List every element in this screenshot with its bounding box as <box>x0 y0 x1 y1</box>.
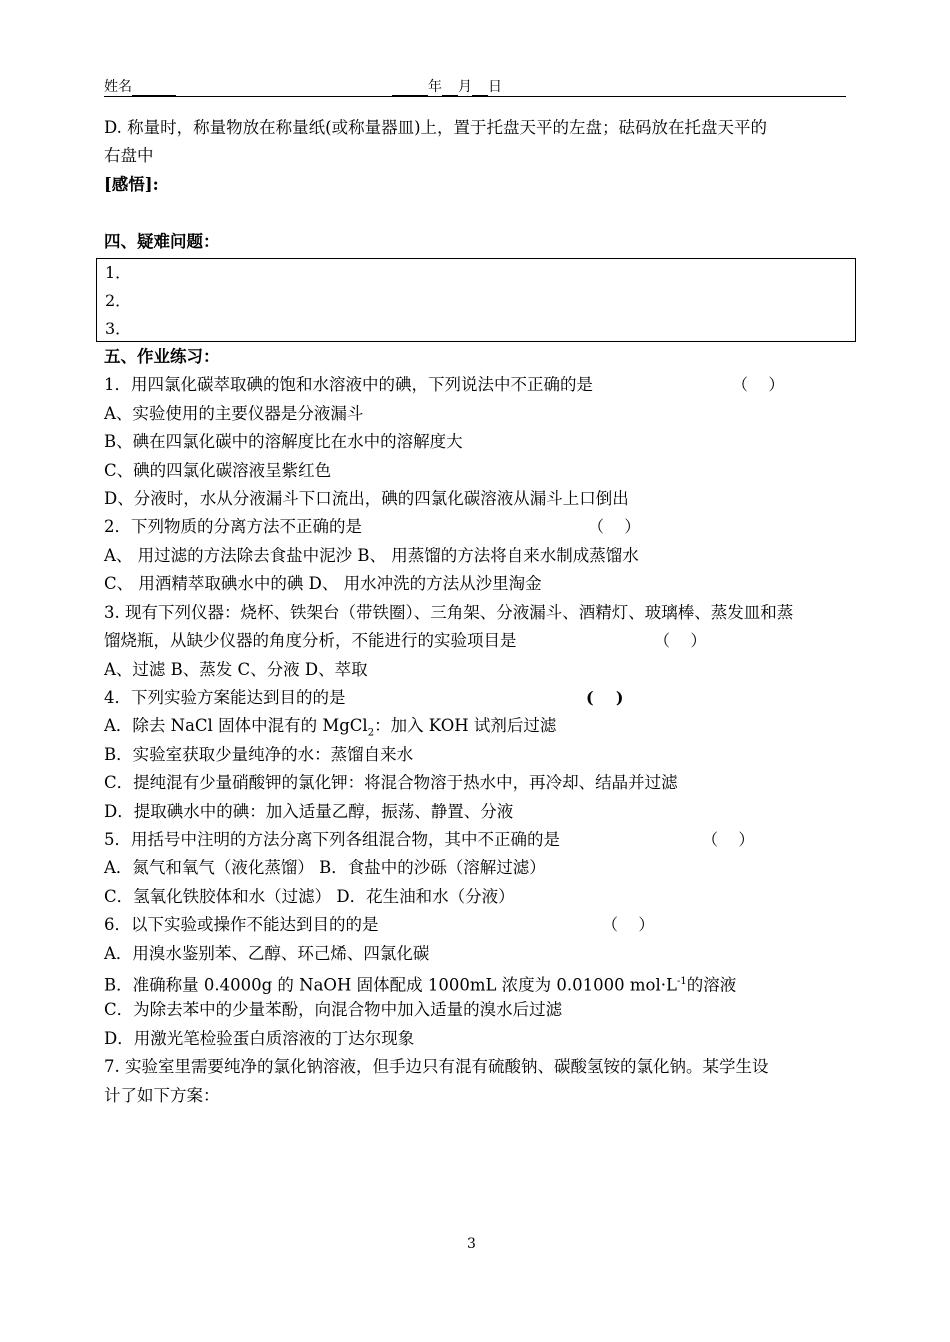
difficult-questions-box <box>96 258 856 342</box>
reflection-label: [感悟]: <box>104 175 159 194</box>
q7-stem-line1: 7. 实验室里需要纯净的氯化钠溶液，但手边只有混有硫酸钠、碳酸氢铵的氯化钠。某学生设 <box>104 1057 769 1076</box>
page-header <box>104 76 846 97</box>
name-field <box>104 76 176 96</box>
section-5-title: 五、作业练习： <box>104 347 220 366</box>
page-number: 3 <box>467 1236 476 1252</box>
q6-stem: 6．以下实验或操作不能达到目的的是 <box>104 915 379 934</box>
q2-options-cd: C、 用酒精萃取碘水中的碘 D、 用水冲洗的方法从沙里淘金 <box>104 574 542 593</box>
month-blank <box>442 81 458 96</box>
q5-options-cd: C．氢氧化铁胶体和水（过滤） D．花生油和水（分液） <box>104 887 515 906</box>
q6-option-a: A．用溴水鉴别苯、乙醇、环己烯、四氯化碳 <box>104 944 430 963</box>
prev-item-d-line1: D. 称量时，称量物放在称量纸(或称量器皿)上，置于托盘天平的左盘；砝码放在托盘天平的 <box>104 118 768 137</box>
prev-item-d-line2: 右盘中 <box>104 146 154 165</box>
q1-stem: 1．用四氯化碳萃取碘的饱和水溶液中的碘，下列说法中不正确的是 <box>104 375 593 394</box>
q5-options-ab: A．氮气和氧气（液化蒸馏） B．食盐中的沙砾（溶解过滤） <box>104 858 546 877</box>
q5-stem: 5．用括号中注明的方法分离下列各组混合物，其中不正确的是 <box>104 830 560 849</box>
q4-answer-blank: ( ) <box>586 688 624 707</box>
q2-stem: 2．下列物质的分离方法不正确的是 <box>104 517 362 536</box>
q4-option-b: B．实验室获取少量纯净的水：蒸馏自来水 <box>104 745 414 764</box>
q6-option-c: C．为除去苯中的少量苯酚，向混合物中加入适量的溴水后过滤 <box>104 1000 563 1019</box>
day-blank <box>472 81 488 96</box>
q6-option-b <box>104 972 736 996</box>
q1-option-c: C、碘的四氯化碳溶液呈紫红色 <box>104 461 332 480</box>
q6-superscript: -1 <box>676 976 687 987</box>
q4-option-a-text-end: ：加入 KOH 试剂后过滤 <box>374 716 557 735</box>
q6-option-d: D．用激光笔检验蛋白质溶液的丁达尔现象 <box>104 1029 415 1048</box>
q3-stem-line1: 3. 现有下列仪器：烧杯、铁架台（带铁圈）、三角架、分液漏斗、酒精灯、玻璃棒、蒸发皿和蒸 <box>104 603 794 622</box>
q1-option-d: D、分液时，水从分液漏斗下口流出，碘的四氯化碳溶液从漏斗上口倒出 <box>104 489 629 508</box>
q2-answer-blank: （ ） <box>588 517 641 536</box>
q3-answer-blank: （ ） <box>654 631 707 650</box>
question-row-3: 3． <box>105 319 132 338</box>
q6-option-b-text: B．准确称量 0.4000g 的 NaOH 固体配成 1000mL 浓度为 0.01000 mol·L <box>104 975 677 995</box>
question-row-1: 1． <box>105 263 132 282</box>
q2-options-ab: A、 用过滤的方法除去食盐中泥沙 B、 用蒸馏的方法将自来水制成蒸馏水 <box>104 546 639 565</box>
section-4-title: 四、疑难问题： <box>104 232 220 251</box>
year-label: 年 <box>428 79 442 95</box>
q6-option-b-text-end: 的溶液 <box>686 975 737 995</box>
year-blank <box>392 81 428 96</box>
q1-option-b: B、碘在四氯化碳中的溶解度比在水中的溶解度大 <box>104 432 463 451</box>
q4-option-a-text: A．除去 NaCl 固体中混有的 MgCl <box>104 716 368 735</box>
question-row-2: 2． <box>105 291 132 310</box>
q4-option-c: C．提纯混有少量硝酸钾的氯化钾：将混合物溶于热水中，再冷却、结晶并过滤 <box>104 773 678 792</box>
q3-options: A、过滤 B、蒸发 C、分液 D、萃取 <box>104 660 368 679</box>
month-label: 月 <box>458 79 472 95</box>
q4-option-a <box>104 716 556 743</box>
q7-stem-line2: 计了如下方案： <box>104 1086 220 1105</box>
q1-answer-blank: （ ） <box>732 375 785 394</box>
q6-answer-blank: （ ） <box>602 915 655 934</box>
q4-subscript: 2 <box>367 727 375 739</box>
q1-option-a: A、实验使用的主要仪器是分液漏斗 <box>104 404 364 423</box>
name-blank <box>132 81 176 96</box>
date-field <box>392 76 502 96</box>
q5-answer-blank: （ ） <box>702 830 755 849</box>
q3-stem-line2: 馏烧瓶，从缺少仪器的角度分析，不能进行的实验项目是 <box>104 631 517 650</box>
q4-stem: 4．下列实验方案能达到目的的是 <box>104 688 346 707</box>
q4-option-d: D．提取碘水中的碘：加入适量乙醇，振荡、静置、分液 <box>104 802 514 821</box>
name-label: 姓名 <box>104 79 132 95</box>
day-label: 日 <box>488 79 502 95</box>
